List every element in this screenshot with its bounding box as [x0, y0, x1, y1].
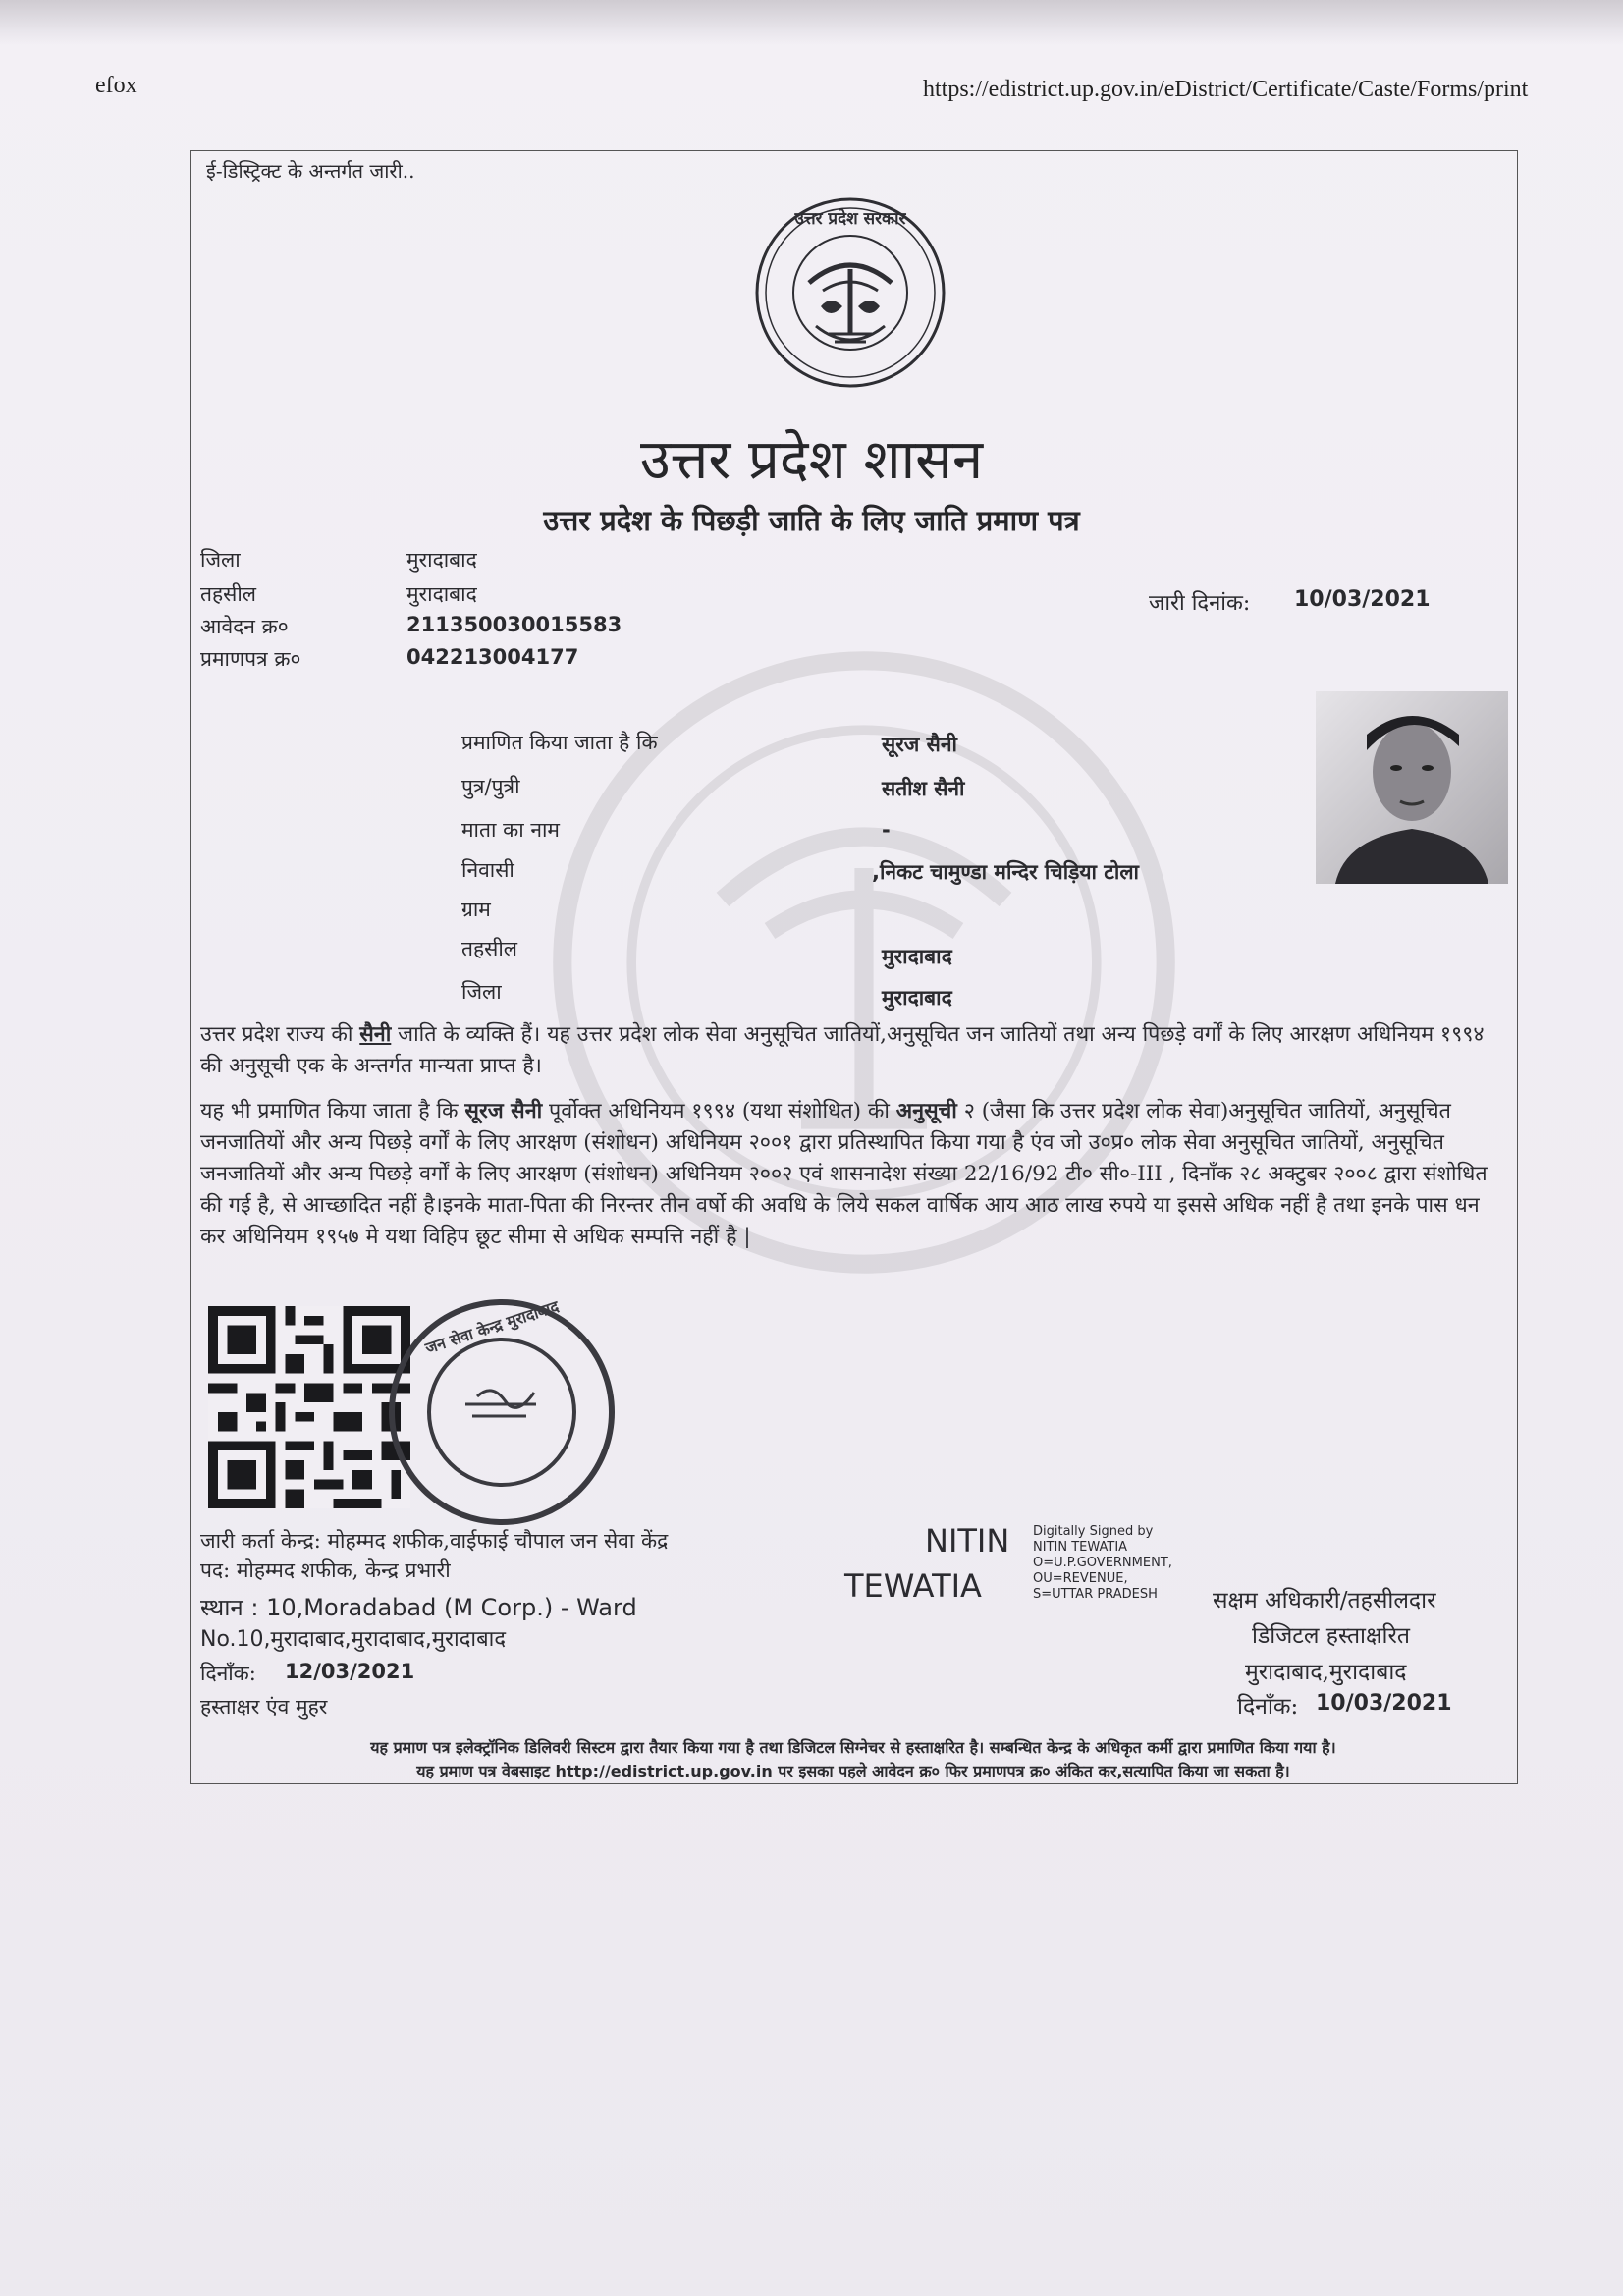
emblem-caption: उत्तर प्रदेश सरकार [794, 209, 906, 229]
meta-application-label: आवेदन क्र० [200, 615, 289, 638]
village-label: ग्राम [461, 898, 491, 921]
signature-details [1033, 1524, 1172, 1603]
certified-label: प्रमाणित किया जाता है कि [461, 731, 658, 754]
issued-under-note: ई-डिस्ट्रिक्ट के अन्तर्गत जारी.. [206, 159, 415, 183]
caste-statement-paragraph [200, 1019, 1506, 1082]
seal-caption: जन सेवा केन्द्र मुरादाबाद [422, 1296, 562, 1358]
signature-detail-4: OU=REVENUE, [1033, 1571, 1128, 1586]
signature-detail-2: NITIN TEWATIA [1033, 1540, 1128, 1555]
authority-date-label: दिनाँक: [1237, 1694, 1299, 1720]
issuer-date-value: 12/03/2021 [285, 1660, 415, 1683]
issuer-date-label: दिनाँक: [200, 1662, 256, 1685]
authority-date-value: 10/03/2021 [1316, 1691, 1452, 1716]
caste-name: सैनी [359, 1022, 392, 1047]
issue-date-label: जारी दिनांक: [1149, 591, 1251, 616]
resident-label: निवासी [461, 858, 514, 882]
document-subtitle: उत्तर प्रदेश के पिछड़ी जाति के लिए जाति प्रमाण पत्र [543, 504, 1080, 537]
footer-note-line2: यह प्रमाण पत्र वेबसाइट http://edistrict.up.gov.in पर इसका पहले आवेदन क्र० फिर प्रमाणपत्र क्र० अंकित कर,सत्यापित किया जा सकता है। [416, 1762, 1290, 1780]
signer-name-line2: TEWATIA [844, 1567, 982, 1605]
meta-certificate-number: 042213004177 [406, 645, 579, 669]
meta-tehsil-value: मुरादाबाद [406, 582, 477, 606]
details-tehsil-value: मुरादाबाद [882, 945, 952, 968]
parent-name: सतीश सैनी [882, 777, 965, 800]
meta-application-number: 211350030015583 [406, 613, 622, 636]
paragraph2-text-start: यह भी प्रमाणित किया जाता है कि [200, 1099, 465, 1123]
signer-name-line1: NITIN [925, 1522, 1010, 1559]
browser-header-url: https://edistrict.up.gov.in/eDistrict/Certificate/Caste/Forms/print [923, 77, 1529, 102]
paragraph2-text-mid: पूर्वोक्त अधिनियम १९९४ (यथा संशोधित) की [542, 1099, 896, 1123]
paragraph1-text-start: उत्तर प्रदेश राज्य की [200, 1022, 360, 1047]
issue-date-value: 10/03/2021 [1294, 587, 1431, 612]
applicant-photo [1316, 691, 1508, 884]
mother-name: - [882, 818, 891, 842]
scan-shadow [0, 0, 1623, 45]
sign-and-seal-label: हस्ताक्षर एंव मुहर [200, 1695, 328, 1719]
authority-digital: डिजिटल हस्ताक्षरित [1252, 1623, 1410, 1649]
signature-detail-5: S=UTTAR PRADESH [1033, 1587, 1158, 1602]
document-title: उत्तर प्रदेश शासन [639, 428, 984, 492]
mother-label: माता का नाम [461, 818, 560, 842]
details-tehsil-label: तहसील [461, 937, 517, 960]
issuer-center: जारी कर्ता केन्द्र: मोहम्मद शफीक,वाईफाई चौपाल जन सेवा केंद्र [200, 1529, 669, 1553]
details-district-value: मुरादाबाद [882, 986, 952, 1010]
issuer-place-line2: No.10,मुरादाबाद,मुरादाबाद,मुरादाबाद [200, 1627, 507, 1652]
signature-detail-3: O=U.P.GOVERNMENT, [1033, 1556, 1172, 1570]
footer-note-line1: यह प्रमाण पत्र इलेक्ट्रॉनिक डिलिवरी सिस्टम द्वारा तैयार किया गया है तथा डिजिटल सिग्नेचर से हस्ताक्षरित है। सम्बन्धित केन्द्र के अधिकृत कर्मी द्वारा प्रमाणित किया गया है। [370, 1738, 1336, 1757]
paragraph2-text-end: २ (जैसा कि उत्तर प्रदेश लोक सेवा)अनुसूचित जातियों, अनुसूचित जनजातियों और अन्य पिछड़े वर्गों के लिए आरक्षण (संशोधन) अधिनियम २००१ द्वारा प्रतिस्थापित किया गया है एंव जो उ०प्र० लोक सेवा अनुसूचित जातियों, अनुसूचित जनजातियों और अन्य पिछड़े वर्गों के लिए आरक्षण (संशोधन) अधिनियम २००२ एवं शासनादेश संख्या 22/16/92 टी० सी०-III , दिनाँक २८ अक्टुबर २००८ द्वारा संशोधित की गई है, से आच्छादित नहीं है।इनके माता-पिता की निरन्तर तीन वर्षो की अवधि के लिये सकल वार्षिक आय आठ लाख रुपये या इससे अधिक नहीं है तथा इनके पास धन कर अधिनियम १९५७ मे यथा विहिप छूट सीमा से अधिक सम्पत्ति नहीं है | [200, 1099, 1488, 1249]
certified-name: सूरज सैनी [882, 733, 957, 756]
authority-title: सक्षम अधिकारी/तहसीलदार [1213, 1588, 1436, 1613]
paragraph2-schedule-word: अनुसूची [895, 1099, 957, 1123]
paragraph1-text-end: जाति के व्यक्ति हैं। यह उत्तर प्रदेश लोक सेवा अनुसूचित जातियों,अनुसूचित जन जातियों तथा अन्य पिछड़े वर्गों के लिए आरक्षण अधिनियम १९९४ की अनुसूची एक के अन्तर्गत मान्यता प्राप्त है। [200, 1022, 1485, 1078]
meta-district-value: मुरादाबाद [406, 548, 477, 572]
meta-tehsil-label: तहसील [200, 582, 256, 606]
issuer-place-line1: स्थान : 10,Moradabad (M Corp.) - Ward [200, 1594, 637, 1621]
creamy-layer-paragraph [200, 1096, 1506, 1253]
issuer-post: पद: मोहम्मद शफीक, केन्द्र प्रभारी [200, 1558, 451, 1582]
authority-location: मुरादाबाद,मुरादाबाद [1245, 1660, 1407, 1685]
signature-detail-1: Digitally Signed by [1033, 1524, 1154, 1539]
meta-certificate-label: प्रमाणपत्र क्र० [200, 647, 301, 671]
browser-header-left: efox [95, 73, 137, 98]
paragraph2-applicant-name: सूरज सैनी [464, 1099, 543, 1123]
parent-label: पुत्र/पुत्री [461, 775, 520, 798]
resident-address: ,निकट चामुण्डा मन्दिर चिड़िया टोला [872, 860, 1140, 884]
details-district-label: जिला [461, 980, 502, 1004]
meta-district-label: जिला [200, 548, 241, 572]
